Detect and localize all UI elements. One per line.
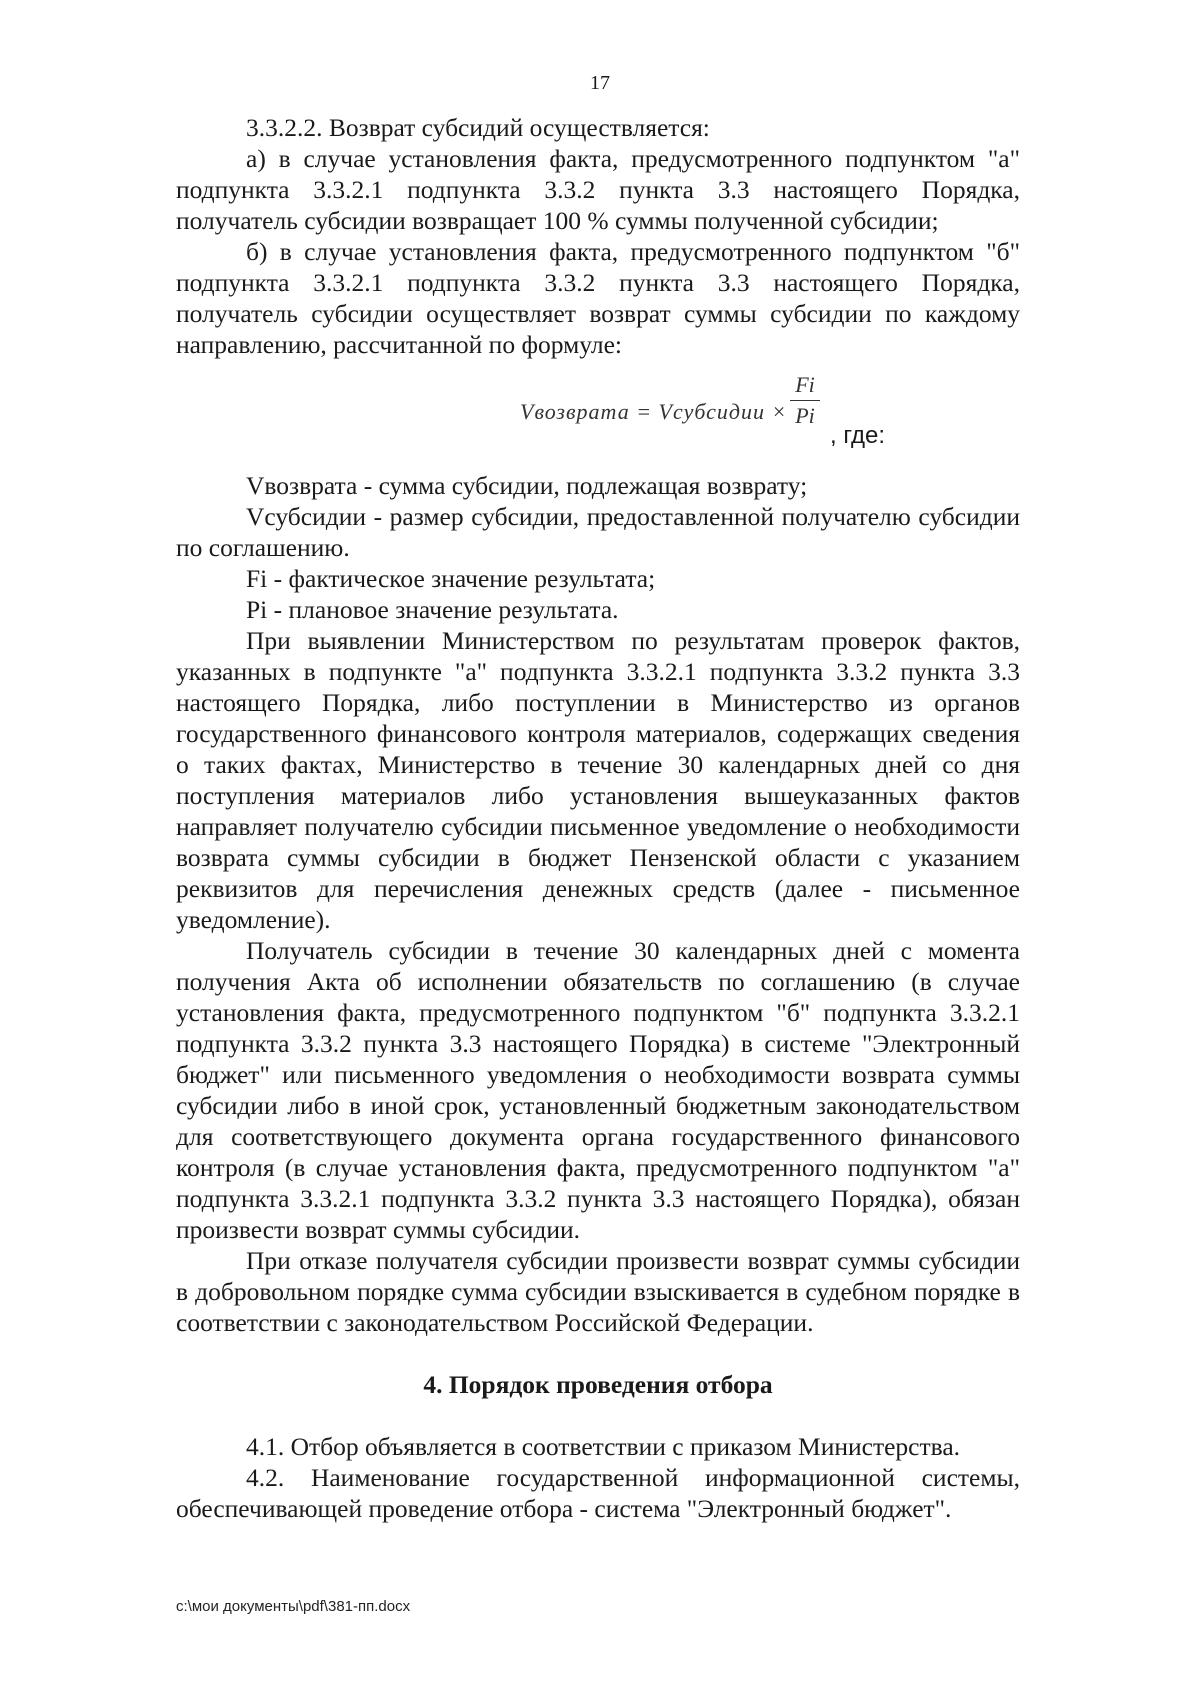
formula-where-label: , где: (830, 422, 886, 449)
section-heading: 4. Порядок проведения отбора (423, 1370, 773, 1399)
formula-denominator: Pi (795, 403, 815, 428)
fraction-bar (790, 400, 820, 401)
formula-numerator: Fi (795, 372, 815, 397)
paragraph-4-2: 4.2. Наименование государственной информационной системы, обеспечивающей проведение отбора - система "Электронный бюджет". (176, 1463, 1020, 1523)
definition-v-refund: Vвозврата - сумма субсидии, подлежащая возврату; (246, 471, 808, 500)
refund-formula (176, 362, 1020, 462)
paragraph-ministry-detection: При выявлении Министерством по результатам проверок фактов, указанных в подпункте "а" подпункта 3.3.2.1 подпункта 3.3.2 пункта 3.3 настоящего Порядка, либо поступлении в Министерство из органов государственного финансового контроля материалов, содержащих сведения о таких фактах, Министерство в течение 30 календарных дней со дня поступления материалов либо установления вышеуказанных фактов направляет получателю субсидии письменное уведомление о необходимости возврата суммы субсидии в бюджет Пензенской области с указанием реквизитов для перечисления денежных средств (далее - письменное уведомление). (176, 626, 1020, 934)
formula-left-side: Vвозврата = Vсубсидии × (520, 399, 788, 424)
footer-file-path: c:\мои документы\pdf\381-пп.docx (176, 1598, 411, 1615)
paragraph-recipient-refund: Получатель субсидии в течение 30 календарных дней с момента получения Акта об исполнении обязательств по соглашению (в случае установления факта, предусмотренного подпунктом "б" подпункта 3.3.2.1 подпункта 3.3.2 пункта 3.3 настоящего Порядка) в системе "Электронный бюджет" или письменного уведомления о необходимости возврата суммы субсидии либо в иной срок, установленный бюджетным законодательством для соответствующего документа органа государственного финансового контроля (в случае установления факта, предусмотренного подпунктом "а" подпункта 3.3.2.1 подпункта 3.3.2 пункта 3.3 настоящего Порядка), обязан произвести возврат суммы субсидии. (176, 936, 1020, 1244)
paragraph-3-3-2-2: 3.3.2.2. Возврат субсидий осуществляется: (246, 113, 710, 142)
paragraph-refusal: При отказе получателя субсидии произвести возврат суммы субсидии в добровольном порядке сумма субсидии взыскивается в судебном порядке в соответствии с законодательством Российской Федерации. (176, 1246, 1020, 1337)
paragraph-item-b: б) в случае установления факта, предусмотренного подпунктом "б" подпункта 3.3.2.1 подпункта 3.3.2 пункта 3.3 настоящего Порядка, получатель субсидии осуществляет возврат суммы субсидии по каждому направлению, рассчитанной по формуле: (176, 237, 1020, 359)
page-number: 17 (590, 72, 610, 94)
document-body (176, 112, 1020, 1524)
formula-fraction (790, 372, 820, 429)
definition-v-subsidy: Vсубсидии - размер субсидии, предоставленной получателю субсидии по соглашению. (176, 502, 1020, 562)
definition-pi: Pi - плановое значение результата. (246, 595, 619, 624)
paragraph-4-1: 4.1. Отбор объявляется в соответствии с приказом Министерства. (246, 1432, 961, 1461)
paragraph-item-a: а) в случае установления факта, предусмотренного подпунктом "а" подпункта 3.3.2.1 подпункта 3.3.2 пункта 3.3 настоящего Порядка, получатель субсидии возвращает 100 % суммы полученной субсидии; (176, 144, 1020, 235)
definition-fi: Fi - фактическое значение результата; (246, 564, 656, 593)
